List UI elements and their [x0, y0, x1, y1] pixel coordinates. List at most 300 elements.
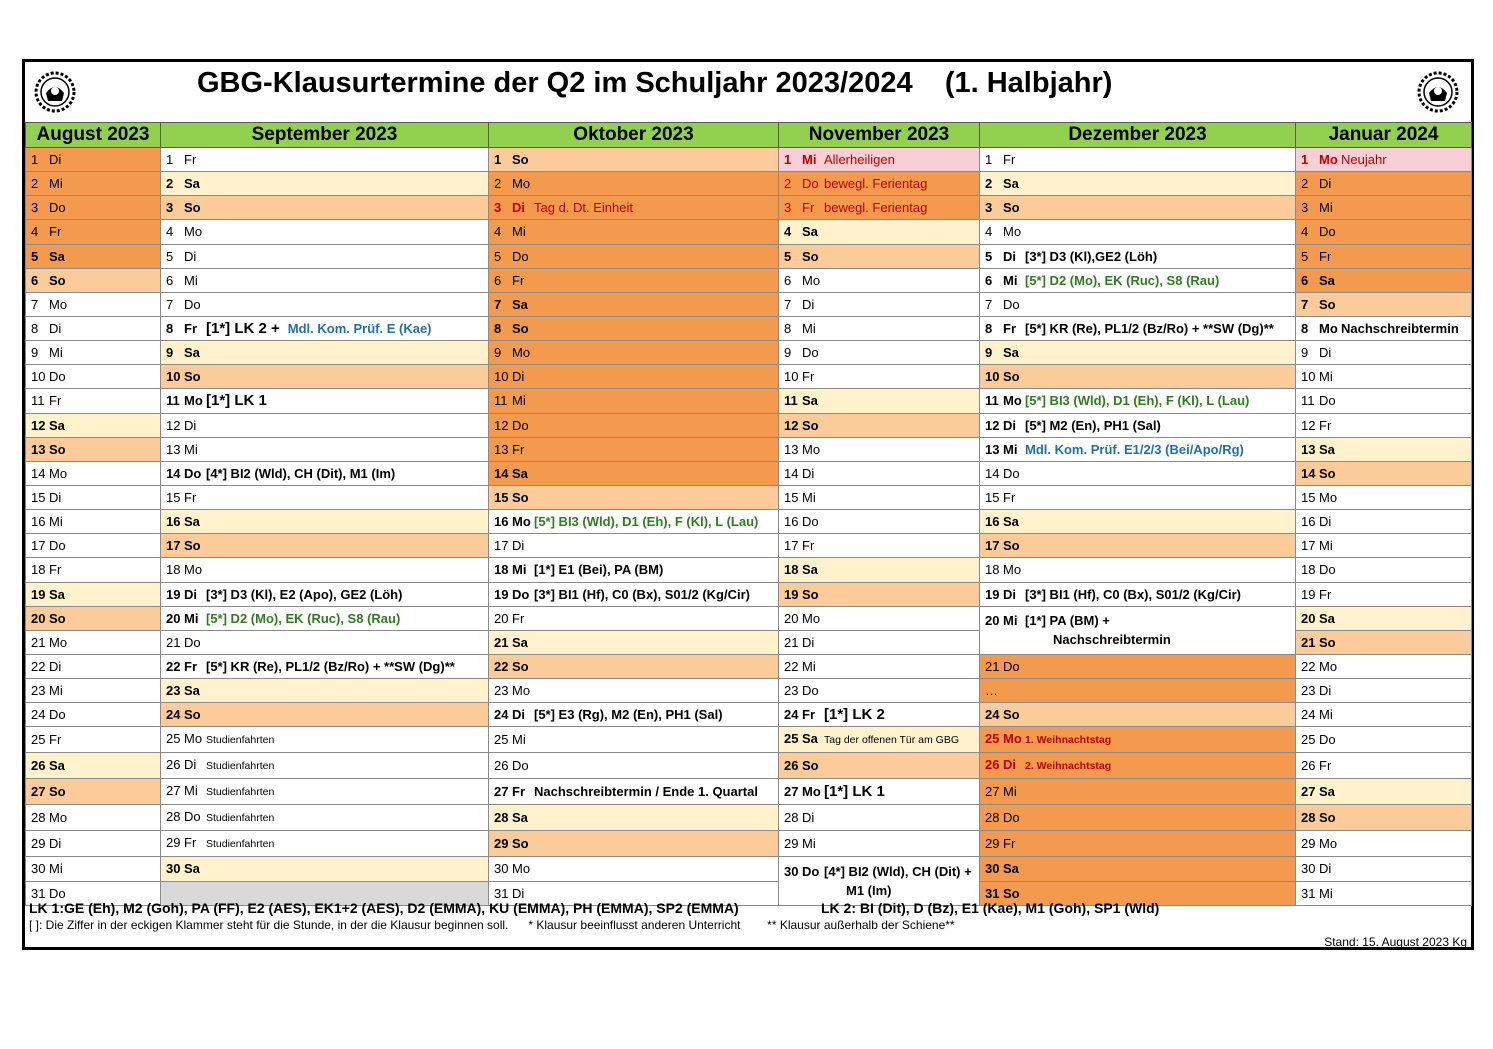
weekday-label: So [49, 441, 66, 457]
day-cell [489, 558, 779, 582]
weekday-label: Sa [184, 176, 200, 192]
day-cell [26, 341, 161, 365]
weekday-label: Do [49, 885, 66, 901]
day-cell [26, 630, 161, 654]
day-number: 25 [494, 732, 509, 748]
school-logo-icon [1417, 71, 1459, 113]
day-cell [26, 485, 161, 509]
weekday-label: Mi [184, 610, 199, 626]
weekday-label: Fr [802, 369, 815, 385]
day-number: 30 [784, 864, 799, 880]
day-number: 18 [784, 562, 799, 578]
weekday-label: Do [1003, 296, 1020, 312]
day-number: 5 [985, 248, 993, 264]
weekday-label: Fr [512, 272, 525, 288]
day-number: 13 [985, 441, 1000, 457]
weekday-label: So [49, 610, 66, 626]
weekday-label: Mi [184, 441, 198, 457]
day-number: 4 [166, 224, 174, 240]
day-cell [489, 831, 779, 857]
day-note-line2: M1 (Im) [846, 883, 892, 899]
day-number: 12 [166, 417, 181, 433]
weekday-label: Mi [512, 224, 526, 240]
calendar-row [26, 779, 1472, 805]
day-cell [1296, 341, 1472, 365]
calendar-row [26, 582, 1472, 606]
day-cell [1296, 510, 1472, 534]
day-number: 29 [494, 836, 509, 852]
day-cell [779, 753, 980, 779]
oral-exam-note: Mdl. Kom. Prüf. E (Kae) [287, 321, 432, 337]
day-number: 26 [31, 758, 46, 774]
day-cell [1296, 779, 1472, 805]
day-cell [779, 485, 980, 509]
day-note: Tag der offenen Tür am GBG [824, 734, 960, 747]
day-cell [26, 703, 161, 727]
day-cell [26, 413, 161, 437]
day-number: 19 [985, 586, 1000, 602]
weekday-label: Do [1003, 659, 1020, 675]
day-cell [161, 220, 489, 244]
day-number: 18 [985, 562, 1000, 578]
weekday-label: Di [184, 248, 197, 264]
month-header-row [26, 123, 1472, 148]
weekday-label: Di [1319, 514, 1332, 530]
day-cell [779, 534, 980, 558]
weekday-label: So [184, 369, 201, 385]
day-number: 15 [784, 490, 799, 506]
day-number: 3 [985, 200, 993, 216]
day-number: 12 [784, 417, 799, 433]
weekday-label: Do [1003, 465, 1020, 481]
weekday-label: Mi [1003, 613, 1018, 629]
lk1-legend: LK 1:GE (Eh), M2 (Goh), PA (FF), E2 (AES), EK1+2 (AES), D2 (EMMA), KU (EMMA), PH (EMMA), SP2 (EMMA) [29, 900, 739, 916]
calendar-row [26, 389, 1472, 413]
day-number: 24 [494, 707, 509, 723]
day-number: 14 [31, 465, 46, 481]
day-number: 24 [784, 707, 799, 723]
day-number: 20 [31, 610, 46, 626]
day-cell [1296, 582, 1472, 606]
weekday-label: Fr [184, 152, 197, 168]
day-number: 27 [985, 784, 1000, 800]
weekday-label: Sa [1003, 514, 1019, 530]
day-note: [5*] D2 (Mo), EK (Ruc), S8 (Rau) [206, 610, 401, 626]
weekday-label: Mi [802, 321, 816, 337]
day-note: [3*] BI1 (Hf), C0 (Bx), S01/2 (Kg/Cir) [534, 586, 750, 602]
weekday-label: So [184, 707, 201, 723]
calendar-row [26, 534, 1472, 558]
weekday-label: Sa [1319, 610, 1335, 626]
weekday-label: Mi [49, 861, 63, 877]
weekday-label: Sa [184, 345, 200, 361]
weekday-label: Fr [184, 490, 197, 506]
day-note: [5*] D2 (Mo), EK (Ruc), S8 (Rau) [1025, 272, 1220, 288]
weekday-label: Di [802, 465, 815, 481]
weekday-label: Sa [49, 417, 65, 433]
weekday-label: Mo [1003, 224, 1022, 240]
day-cell [980, 703, 1296, 727]
day-number: 26 [166, 757, 181, 773]
calendar-frame [22, 59, 1474, 950]
calendar-row [26, 679, 1472, 703]
day-number: 27 [166, 783, 181, 799]
weekday-label: Do [1319, 393, 1336, 409]
day-cell [1296, 292, 1472, 316]
day-cell [489, 727, 779, 753]
day-cell [980, 148, 1296, 172]
day-number: 7 [985, 296, 993, 312]
day-number: 31 [985, 885, 1000, 901]
day-cell [1296, 172, 1472, 196]
day-number: 9 [494, 345, 502, 361]
day-number: 18 [166, 562, 181, 578]
day-cell [779, 831, 980, 857]
day-cell [779, 196, 980, 220]
calendar-row [26, 805, 1472, 831]
day-cell [1296, 831, 1472, 857]
day-cell [161, 779, 489, 805]
day-cell [26, 805, 161, 831]
day-cell [779, 292, 980, 316]
day-cell [980, 365, 1296, 389]
day-number: 12 [494, 417, 509, 433]
weekday-label: So [802, 248, 819, 264]
weekday-label: Fr [1319, 248, 1332, 264]
month-header: Dezember 2023 [980, 123, 1296, 148]
calendar-row [26, 413, 1472, 437]
day-number: … [985, 683, 998, 699]
day-number: 7 [494, 296, 502, 312]
day-cell [489, 316, 779, 340]
weekday-label: Do [49, 200, 66, 216]
day-number: 24 [1301, 707, 1316, 723]
day-cell [26, 365, 161, 389]
day-cell [489, 679, 779, 703]
day-cell [26, 437, 161, 461]
day-number: 29 [1301, 836, 1316, 852]
day-number: 11 [494, 393, 508, 409]
day-number: 12 [31, 417, 46, 433]
day-cell [980, 292, 1296, 316]
day-note: Studienfahrten [206, 760, 275, 773]
day-number: 23 [494, 683, 509, 699]
day-number: 19 [1301, 586, 1316, 602]
weekday-label: Fr [1003, 321, 1016, 337]
day-number: 29 [31, 836, 46, 852]
day-cell [161, 148, 489, 172]
day-note: bewegl. Ferientag [824, 176, 928, 192]
weekday-label: So [802, 417, 819, 433]
day-cell [779, 172, 980, 196]
weekday-label: So [49, 784, 66, 800]
day-number: 29 [166, 835, 181, 851]
day-cell [779, 727, 980, 753]
day-number: 11 [31, 393, 45, 409]
weekday-label: Mo [1003, 393, 1022, 409]
day-cell [26, 857, 161, 881]
day-cell [489, 437, 779, 461]
day-number: 11 [985, 393, 999, 409]
weekday-label: Sa [802, 562, 818, 578]
day-number: 20 [985, 613, 1000, 629]
day-cell [980, 534, 1296, 558]
lk2-legend: LK 2: BI (Dit), D (Bz), E1 (Kae), M1 (Goh), SP1 (Wld) [821, 900, 1160, 916]
day-number: 16 [31, 514, 46, 530]
weekday-label: Sa [1319, 441, 1335, 457]
weekday-label: Mi [1319, 538, 1333, 554]
day-cell [26, 534, 161, 558]
weekday-label: Sa [49, 248, 65, 264]
day-number: 5 [494, 248, 502, 264]
weekday-label: Do [49, 369, 66, 385]
day-cell [779, 805, 980, 831]
day-number: 16 [494, 514, 509, 530]
day-cell [980, 389, 1296, 413]
day-number: 2 [494, 176, 502, 192]
calendar-row [26, 485, 1472, 509]
weekday-label: Fr [49, 224, 62, 240]
weekday-label: So [184, 538, 201, 554]
day-cell [26, 582, 161, 606]
day-number: 20 [166, 610, 181, 626]
weekday-label: Sa [512, 634, 528, 650]
day-number: 17 [166, 538, 181, 554]
weekday-label: Do [184, 465, 202, 481]
weekday-label: Di [512, 707, 525, 723]
day-cell [489, 461, 779, 485]
day-note: Neujahr [1341, 152, 1387, 168]
weekday-label: Mo [802, 441, 821, 457]
calendar-row [26, 437, 1472, 461]
calendar-row [26, 654, 1472, 678]
weekday-label: Do [802, 176, 819, 192]
day-cell [980, 753, 1296, 779]
day-cell [779, 268, 980, 292]
day-note: [5*] KR (Re), PL1/2 (Bz/Ro) + **SW (Dg)** [206, 659, 455, 675]
day-cell [26, 558, 161, 582]
weekday-label: Sa [1003, 861, 1019, 877]
day-number: 5 [1301, 248, 1309, 264]
calendar-row [26, 148, 1472, 172]
weekday-label: Mo [1319, 659, 1338, 675]
day-number: 16 [1301, 514, 1316, 530]
day-number: 8 [985, 321, 993, 337]
day-cell [980, 779, 1296, 805]
day-note: Studienfahrten [206, 734, 275, 747]
day-number: 23 [166, 683, 181, 699]
weekday-label: Sa [49, 758, 65, 774]
day-cell [1296, 654, 1472, 678]
calendar-row [26, 316, 1472, 340]
day-number: 3 [784, 200, 792, 216]
day-note: [1*] LK 2 [824, 706, 885, 724]
weekday-label: Mo [184, 731, 203, 747]
day-number: 15 [494, 490, 509, 506]
day-cell [489, 485, 779, 509]
day-number: 23 [784, 683, 799, 699]
day-cell [161, 753, 489, 779]
day-number: 6 [494, 272, 502, 288]
weekday-label: Di [184, 757, 197, 773]
weekday-label: Sa [802, 731, 818, 747]
day-cell [161, 365, 489, 389]
weekday-label: So [512, 490, 529, 506]
day-number: 3 [1301, 200, 1309, 216]
weekday-label: Mi [1003, 784, 1017, 800]
day-cell [980, 510, 1296, 534]
day-number: 6 [985, 272, 993, 288]
weekday-label: Sa [512, 465, 528, 481]
day-number: 14 [166, 465, 181, 481]
day-cell [1296, 703, 1472, 727]
day-cell [980, 341, 1296, 365]
day-cell [980, 220, 1296, 244]
weekday-label: Fr [1319, 586, 1332, 602]
day-number: 1 [784, 152, 792, 168]
weekday-label: So [184, 200, 201, 216]
weekday-label: Di [802, 296, 815, 312]
weekday-label: Mi [512, 562, 527, 578]
weekday-label: Mo [1319, 321, 1338, 337]
weekday-label: So [1003, 369, 1020, 385]
day-cell [161, 703, 489, 727]
day-cell [779, 437, 980, 461]
day-number: 17 [31, 538, 46, 554]
weekday-label: Fr [802, 538, 815, 554]
day-cell [161, 727, 489, 753]
day-number: 10 [166, 369, 181, 385]
day-number: 15 [166, 490, 181, 506]
weekday-label: So [49, 272, 66, 288]
weekday-label: Do [512, 417, 529, 433]
day-cell [489, 413, 779, 437]
day-number: 8 [494, 321, 502, 337]
day-cell [161, 389, 489, 413]
day-number: 10 [494, 369, 509, 385]
day-number: 10 [1301, 369, 1316, 385]
calendar-row [26, 172, 1472, 196]
day-number: 26 [494, 758, 509, 774]
weekday-label: Fr [1319, 758, 1332, 774]
day-cell [980, 857, 1296, 881]
day-cell [1296, 857, 1472, 881]
weekday-label: Fr [1319, 417, 1332, 433]
day-number: 30 [985, 861, 1000, 877]
day-cell [1296, 679, 1472, 703]
day-cell [161, 437, 489, 461]
day-number: 7 [1301, 296, 1309, 312]
day-note: Allerheiligen [824, 152, 895, 168]
day-number: 12 [1301, 417, 1316, 433]
day-number: 4 [985, 224, 993, 240]
day-cell [26, 727, 161, 753]
calendar-row [26, 831, 1472, 857]
day-note: [3*] D3 (Kl),GE2 (Löh) [1025, 248, 1158, 264]
weekday-label: So [1003, 538, 1020, 554]
weekday-label: Do [1319, 562, 1336, 578]
day-cell [161, 316, 489, 340]
day-number: 14 [1301, 465, 1316, 481]
day-number: 29 [985, 836, 1000, 852]
weekday-label: Mi [512, 732, 526, 748]
weekday-label: Fr [802, 707, 815, 723]
calendar-row [26, 606, 1472, 630]
day-number: 8 [784, 321, 792, 337]
day-cell [1296, 805, 1472, 831]
day-cell [980, 485, 1296, 509]
day-note: Nachschreibtermin [1341, 321, 1459, 337]
day-cell [26, 461, 161, 485]
day-number: 17 [494, 538, 509, 554]
day-number: 13 [784, 441, 799, 457]
legend-footer [25, 898, 1471, 947]
day-number: 13 [494, 441, 509, 457]
weekday-label: Mo [512, 176, 531, 192]
day-number: 25 [31, 732, 46, 748]
day-cell [980, 268, 1296, 292]
weekday-label: Mi [1319, 200, 1333, 216]
calendar-row [26, 703, 1472, 727]
weekday-label: Do [802, 864, 820, 880]
weekday-label: Mo [49, 296, 68, 312]
calendar-row [26, 461, 1472, 485]
weekday-label: Di [512, 885, 525, 901]
day-number: 9 [1301, 345, 1309, 361]
day-cell [980, 606, 1296, 654]
day-cell [779, 316, 980, 340]
day-number: 20 [784, 610, 799, 626]
day-cell [489, 703, 779, 727]
calendar-row [26, 753, 1472, 779]
day-number: 10 [784, 369, 799, 385]
day-number: 1 [985, 152, 993, 168]
day-number: 7 [166, 296, 174, 312]
weekday-label: Fr [184, 321, 197, 337]
day-cell [161, 606, 489, 630]
day-number: 11 [784, 393, 798, 409]
weekday-label: Di [49, 321, 62, 337]
day-note: [5*] BI3 (Wld), D1 (Eh), F (Kl), L (Lau) [1025, 393, 1250, 409]
day-cell [779, 341, 980, 365]
day-cell [26, 244, 161, 268]
weekday-label: Mi [1319, 369, 1333, 385]
day-number: 11 [1301, 393, 1315, 409]
day-number: 28 [166, 809, 181, 825]
day-cell [161, 413, 489, 437]
school-logo-icon [34, 71, 76, 113]
month-header: Januar 2024 [1296, 123, 1472, 148]
day-cell [779, 679, 980, 703]
month-header: August 2023 [26, 123, 161, 148]
day-cell [779, 510, 980, 534]
day-number: 31 [494, 885, 509, 901]
weekday-label: Di [512, 538, 525, 554]
day-cell [980, 831, 1296, 857]
day-cell [489, 805, 779, 831]
day-cell [489, 341, 779, 365]
day-cell [1296, 316, 1472, 340]
day-number: 3 [166, 200, 174, 216]
day-note: [5*] KR (Re), PL1/2 (Bz/Ro) + **SW (Dg)** [1025, 321, 1274, 337]
day-number: 31 [1301, 885, 1316, 901]
stand-date: Stand: 15. August 2023 Kg [1324, 935, 1467, 949]
day-number: 12 [985, 417, 1000, 433]
day-number: 29 [784, 836, 799, 852]
day-note: [1*] LK 1 [206, 392, 267, 410]
weekday-label: Sa [184, 683, 200, 699]
weekday-label: Mi [49, 176, 63, 192]
